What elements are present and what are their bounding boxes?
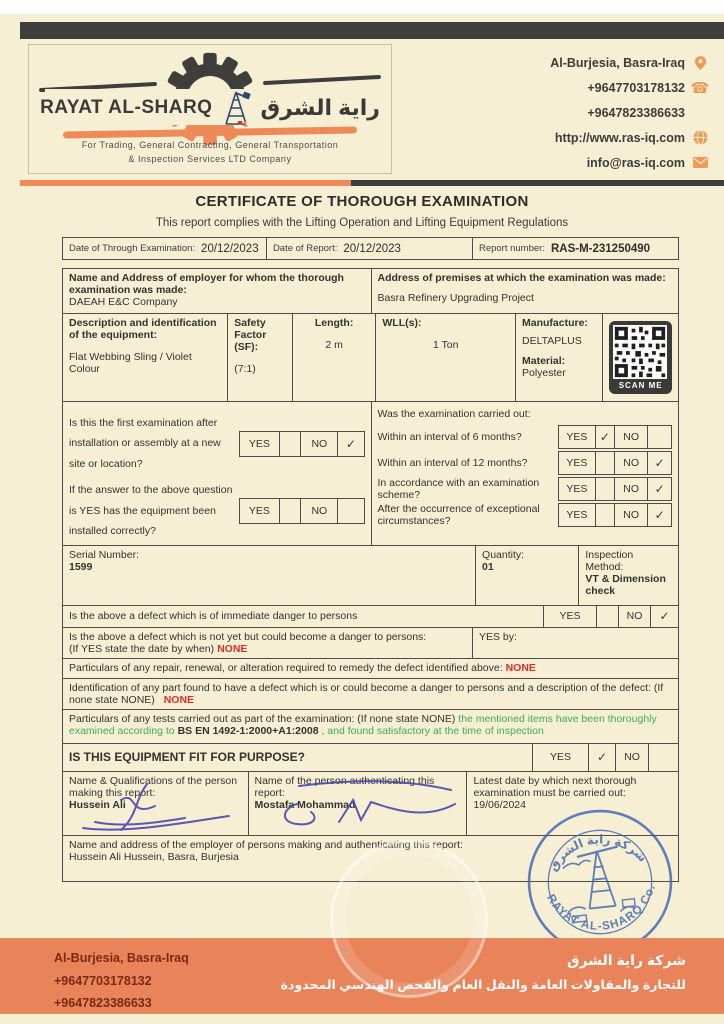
no-cell: NO [614, 478, 648, 500]
inspection-method-value: VT & Dimension check [585, 572, 666, 597]
no-cell: NO [300, 499, 337, 523]
employer-of-persons-label: Name and address of the employer of persons making and authenticating this report: [69, 838, 463, 851]
repair-none: NONE [505, 662, 536, 675]
carried-out-yn [558, 503, 672, 527]
footer-tagline-ar: للتجارة والمقاولات العامة والنقل العام والفحص الهندسي المحدودة [280, 977, 686, 992]
yes-cell: YES [566, 431, 588, 443]
footer-phone-2: +9647823386633 [54, 996, 152, 1010]
manufacture-value: DELTAPLUS [521, 335, 582, 347]
yes-tick-cell [279, 499, 300, 523]
carried-out-label: Within an interval of 6 months? [377, 431, 522, 443]
qr-cell [602, 314, 678, 401]
safety-factor-label: Safety Factor (SF): [234, 317, 267, 353]
logo-text-row [29, 89, 391, 127]
yes-cell: YES [248, 505, 270, 518]
contact-phone1-row [587, 75, 708, 100]
yes-cell: YES [543, 606, 596, 627]
repair-label: Particulars of any repair, renewal, or alteration required to remedy the defect identified above: [69, 662, 503, 675]
quantity-cell [475, 546, 578, 605]
globe-icon [692, 130, 708, 146]
icon-spacer [692, 105, 708, 121]
quantity-label: Quantity: [482, 548, 525, 561]
scan-top-margin [0, 0, 724, 14]
company-logo-block [28, 44, 392, 174]
no-tick-cell: ✓ [647, 452, 671, 474]
tests-row [63, 709, 678, 743]
company-tagline [29, 139, 391, 167]
oil-derrick-icon [221, 89, 251, 127]
svg-text:RAYAT AL-SHARQ Co. [544, 881, 663, 938]
contact-website-row [555, 125, 708, 150]
carried-out-yn [558, 425, 672, 449]
potential-danger-none: NONE [217, 642, 248, 655]
tagline-line-1: For Trading, General Contracting, General Transportation [81, 140, 339, 150]
yes-tick-cell [595, 478, 614, 500]
next-exam-label: Latest date by which next thorough examination must be carried out: [473, 774, 637, 799]
no-cell: NO [300, 432, 337, 456]
serial-label: Serial Number: [69, 548, 140, 561]
carried-out-label: In accordance with an examination scheme? [377, 477, 540, 501]
tests-note-2: , and found satisfactory at the time of inspection [318, 724, 544, 737]
contact-website: http://www.ras-iq.com [554, 130, 685, 145]
carried-out-yn [558, 451, 672, 475]
safety-factor-value: (7:1) [234, 363, 256, 375]
wll-label: WLL(s): [382, 317, 422, 329]
potential-danger-cell [63, 628, 472, 658]
immediate-danger-row [63, 605, 678, 627]
identification-label: Identification of any part found to have a defect which is or could become a danger to persons and a description of the defect: (If none state NONE) [69, 681, 664, 706]
qr-code-frame [609, 321, 672, 394]
company-name-en: RAYAT AL-SHARQ [40, 97, 213, 118]
carried-out-cell [371, 402, 679, 545]
exam-date-cell [63, 238, 266, 259]
report-authenticator-label: Name of the person authenticating this report: [254, 774, 435, 799]
carried-out-label: Within an interval of 12 months? [377, 457, 528, 469]
no-tick-cell [648, 744, 678, 771]
length-cell [292, 314, 376, 401]
fit-for-purpose-row [63, 743, 678, 771]
inspection-method-cell [578, 546, 678, 605]
report-authenticator-name: Mostafa Mohammad [254, 798, 356, 811]
premises-label: Address of premises at which the examination was made: [377, 272, 666, 284]
immediate-danger-yn [543, 606, 678, 627]
divider-dark-segment [351, 180, 724, 186]
carried-out-row-1 [378, 424, 673, 450]
tagline-line-2: & Inspection Services LTD Company [128, 153, 292, 164]
qr-caption: SCAN ME [618, 381, 663, 390]
report-maker-cell [63, 772, 248, 835]
first-exam-q1-label: Is this the first examination after installation or assembly at a new site or location? [69, 417, 221, 470]
serial-row [63, 545, 678, 605]
footer-contact [54, 947, 189, 1014]
inspection-method-label: Inspection Method: [585, 548, 634, 573]
exam-date-value: 20/12/2023 [201, 242, 259, 255]
potential-danger-label-2: (If YES state the date by when) NONE [69, 642, 248, 655]
footer-arabic [281, 947, 686, 1014]
wll-value: 1 Ton [432, 339, 459, 351]
report-date-label: Date of Report: [272, 243, 338, 254]
examination-questions-row [63, 401, 678, 545]
no-cell: NO [614, 452, 648, 474]
tests-label: Particulars of any tests carried out as part of the examination: (If none state NONE) [69, 712, 456, 725]
premises-value: Basra Refinery Upgrading Project [377, 292, 534, 304]
no-cell: NO [615, 744, 648, 771]
immediate-danger-label: Is the above a defect which is of immediate danger to persons [69, 610, 358, 623]
employer-label: Name and Address of employer for whom the thorough examination was made: [69, 272, 344, 296]
section-divider [20, 180, 724, 186]
yes-tick-cell: ✓ [588, 744, 615, 771]
no-tick-cell [337, 499, 363, 523]
no-tick-cell: ✓ [647, 478, 671, 500]
footer-address: Al-Burjesia, Basra-Iraq [54, 951, 189, 965]
manufacture-label: Manufacture: [521, 317, 588, 329]
report-number-label: Report number: [478, 243, 545, 254]
serial-value: 1599 [69, 560, 93, 573]
first-exam-q2 [69, 480, 365, 541]
logo-swoosh-right [263, 75, 381, 85]
length-label: Length: [314, 317, 354, 329]
report-date-value: 20/12/2023 [343, 242, 401, 255]
first-exam-cell [63, 402, 371, 545]
equipment-desc-label: Description and identification of the equipment: [69, 317, 217, 341]
certificate-title: CERTIFICATE OF THOROUGH EXAMINATION [195, 193, 529, 210]
first-exam-q1 [69, 413, 365, 474]
carried-out-label: After the occurrence of exceptional circumstances? [377, 503, 540, 527]
header-contact-block [550, 50, 708, 175]
contact-address-row [550, 50, 708, 75]
report-date-cell [266, 238, 472, 259]
no-tick-cell: ✓ [337, 432, 363, 456]
contact-address: Al-Burjesia, Basra-Iraq [550, 55, 685, 70]
fit-for-purpose-yn [532, 744, 678, 771]
stamp-text-ar: شركة راية الشرق [545, 832, 650, 874]
carried-out-header: Was the examination carried out: [377, 408, 531, 420]
no-cell: NO [614, 426, 648, 448]
yes-cell: YES [248, 437, 270, 450]
footer-company-ar: شركة راية الشرق [566, 952, 686, 968]
first-exam-q1-yn [239, 431, 365, 457]
carried-out-row-2 [378, 450, 673, 476]
no-tick-cell: ✓ [647, 504, 671, 526]
report-maker-name: Hussein Ali [69, 798, 126, 811]
email-icon [692, 155, 708, 171]
no-tick-cell: ✓ [650, 606, 678, 627]
safety-factor-cell [227, 314, 292, 401]
first-exam-q2-label: If the answer to the above question is YES has the equipment been installed correctly? [69, 484, 233, 538]
potential-danger-row [63, 627, 678, 658]
first-exam-q2-yn [239, 498, 365, 524]
contact-phone-2: +9647823386633 [587, 105, 685, 120]
contact-email-row [587, 150, 708, 175]
employer-of-persons-value: Hussein Ali Hussein, Basra, Burjesia [69, 850, 239, 863]
tests-standard: BS EN 1492-1:2000+A1:2008 [177, 724, 319, 737]
identification-none: NONE [163, 693, 195, 706]
carried-out-row-3 [378, 476, 673, 502]
equipment-row [63, 313, 678, 401]
equipment-desc-cell [63, 314, 227, 401]
report-authenticator-cell [248, 772, 467, 835]
identification-row [63, 678, 678, 709]
yes-cell: YES [566, 509, 588, 521]
qr-code-icon [613, 325, 667, 379]
yes-tick-cell [279, 432, 300, 456]
contact-email: info@ras-iq.com [586, 155, 685, 170]
wll-cell [375, 314, 515, 401]
report-number-cell [472, 238, 678, 259]
yes-tick-cell [596, 606, 618, 627]
tests-note-1: the mentioned items have been thoroughly examined according to [69, 712, 657, 737]
yes-cell: YES [566, 483, 588, 495]
employer-row [63, 269, 678, 313]
exam-date-label: Date of Through Examination: [69, 243, 196, 254]
next-exam-date: 19/06/2024 [473, 798, 526, 811]
carried-out-row-4 [378, 502, 673, 528]
equipment-desc-value: Flat Webbing Sling / Violet Colour [69, 351, 192, 375]
fit-for-purpose-label: IS THIS EQUIPMENT FIT FOR PURPOSE? [69, 750, 306, 765]
yes-tick-cell [595, 504, 614, 526]
yes-by-cell: YES by: [472, 628, 678, 658]
length-value: 2 m [325, 339, 343, 351]
no-cell: NO [614, 504, 648, 526]
repair-row [63, 658, 678, 678]
report-meta-row [62, 237, 679, 260]
employer-value: DAEAH E&C Company [69, 296, 178, 308]
yes-cell: YES [532, 744, 588, 771]
premises-cell [371, 269, 679, 313]
employer-cell [63, 269, 371, 313]
contact-phone-1: +9647703178132 [587, 80, 685, 95]
manufacture-cell [515, 314, 602, 401]
location-pin-icon [692, 55, 708, 71]
potential-danger-label-1: Is the above a defect which is not yet but could become a danger to persons: [69, 630, 427, 643]
footer-band [0, 938, 724, 1014]
company-name-ar: راية الشرق [260, 95, 380, 120]
no-cell: NO [618, 606, 650, 627]
report-number-value: RAS-M-231250490 [550, 242, 651, 255]
stamp-text-en: RAYAT AL-SHARQ Co. [544, 882, 659, 933]
quantity-value: 01 [482, 560, 494, 573]
divider-orange-segment [20, 180, 351, 186]
top-dark-bar [20, 22, 724, 39]
certificate-subtitle: This report complies with the Lifting Operation and Lifting Equipment Regulations [155, 217, 569, 229]
no-tick-cell [647, 426, 671, 448]
yes-tick-cell: ✓ [595, 426, 614, 448]
material-value: Polyester [521, 367, 566, 379]
contact-phone2-row [587, 100, 708, 125]
carried-out-yn [558, 477, 672, 501]
yes-cell: YES [566, 457, 588, 469]
material-label: Material: [521, 355, 566, 367]
serial-cell [63, 546, 475, 605]
footer-phone-1: +9647703178132 [54, 973, 152, 988]
certificate-table [62, 268, 679, 882]
yes-tick-cell [595, 452, 614, 474]
report-maker-label: Name & Qualifications of the person making this report: [69, 774, 238, 799]
phone-icon: ☎ [690, 79, 710, 97]
